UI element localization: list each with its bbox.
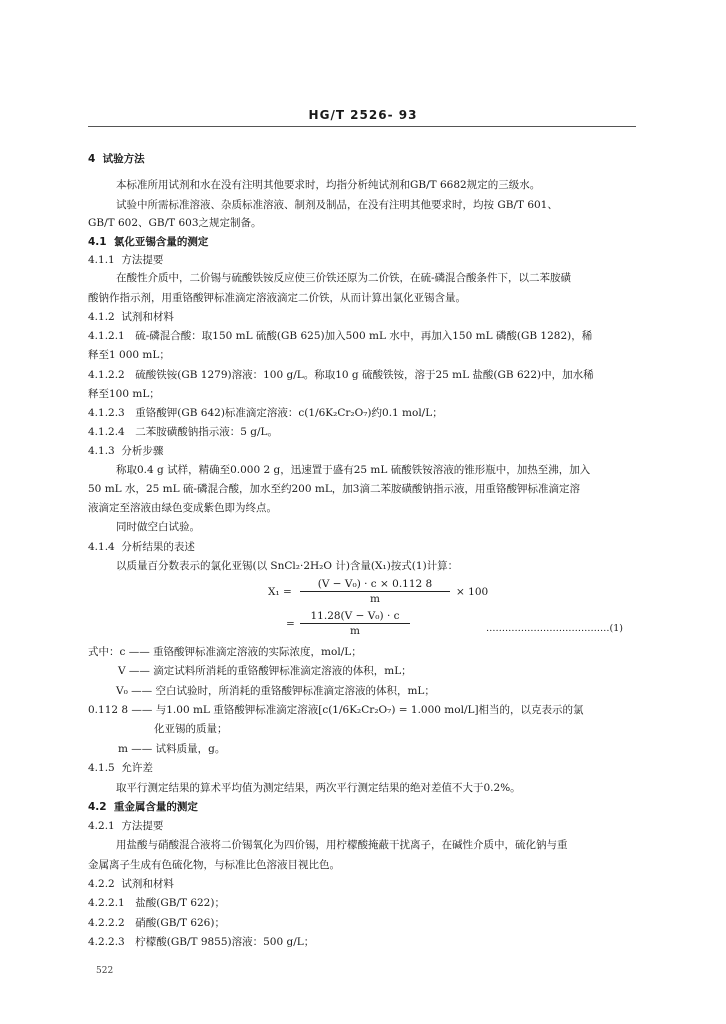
section-4-2-1-number: 4.2.1 xyxy=(88,820,115,832)
intro-paragraph-2-line-2: GB/T 602、GB/T 603之规定制备。 xyxy=(88,217,262,229)
reagent-4-1-2-2-line-2: 释至100 mL； xyxy=(88,388,160,400)
section-4-1-2-title: 试剂和材料 xyxy=(121,311,174,323)
formula-1-tail: × 100 xyxy=(456,586,489,598)
result-expression-line: 以质量百分数表示的氯化亚锡(以 SnCl₂·2H₂O 计)含量(X₁)按式(1)计算： xyxy=(116,560,459,572)
section-4-2-heading xyxy=(88,800,648,814)
formula-equals: = xyxy=(286,618,295,630)
formula-1-numerator: (V − V₀) · c × 0.112 8 xyxy=(300,577,450,592)
reagent-4-1-2-2-line-1: 4.1.2.2 硫酸铁铵(GB 1279)溶液：100 g/L。称取10 g 硫酸铁铵，溶于25 mL 盐酸(GB 622)中，加水稀 xyxy=(88,369,594,381)
section-4-1-3-title: 分析步骤 xyxy=(121,445,164,457)
reagent-4-2-2-1: 4.2.2.1 盐酸(GB/T 622)； xyxy=(88,897,225,909)
section-4-number: 4 xyxy=(88,153,96,165)
method-summary-line-2: 酸钠作指示剂，用重铬酸钾标准滴定溶液滴定二价铁，从而计算出氯化亚锡含量。 xyxy=(88,292,466,304)
procedure-line-2: 50 mL 水，25 mL 硫-磷混合酸，加水至约200 mL，加3滴二苯胺磺酸钠指示液，用重铬酸钾标准滴定溶 xyxy=(88,483,580,495)
section-4-1-number: 4.1 xyxy=(88,236,107,248)
header-rule xyxy=(88,126,636,127)
formula-fraction-2 xyxy=(300,609,410,638)
section-4-2-2-number: 4.2.2 xyxy=(88,878,115,890)
section-4-1-3-heading xyxy=(88,444,648,458)
procedure-line-1: 称取0.4 g 试样，精确至0.000 2 g，迅速置于盛有25 mL 硫酸铁铵溶液的锥形瓶中，加热至沸，加入 xyxy=(116,464,591,476)
section-4-2-title: 重金属含量的测定 xyxy=(113,801,198,813)
where-m: m —— 试料质量，g。 xyxy=(118,743,226,755)
reagent-4-1-2-1-line-1: 4.1.2.1 硫-磷混合酸：取150 mL 硫酸(GB 625)加入500 mL 水中，再加入150 mL 磷酸(GB 1282)，稀 xyxy=(88,330,593,342)
section-4-heading xyxy=(88,152,648,166)
formula-2-numerator: 11.28(V − V₀) · c xyxy=(300,609,410,624)
section-4-1-1-heading xyxy=(88,253,648,267)
section-4-1-1-title: 方法提要 xyxy=(121,254,164,266)
standard-number-header: HG/T 2526- 93 xyxy=(308,108,418,122)
formula-fraction-1 xyxy=(300,577,450,606)
formula-number: …………………………………(1) xyxy=(486,623,623,634)
heavy-metal-summary-line-2: 金属离子生成有色硫化物，与标准比色溶液目视比色。 xyxy=(88,859,340,871)
page-number: 522 xyxy=(96,966,114,976)
section-4-1-1-number: 4.1.1 xyxy=(88,254,115,266)
section-4-1-5-heading xyxy=(88,761,648,775)
section-4-1-4-title: 分析结果的表述 xyxy=(121,541,195,553)
where-constant-line-1: 0.112 8 —— 与1.00 mL 重铬酸钾标准滴定溶液[c(1/6K₂Cr₂O₇) = 1.000 mol/L]相当的，以克表示的氯 xyxy=(88,704,584,716)
reagent-4-1-2-1-line-2: 释至1 000 mL； xyxy=(88,349,170,361)
section-4-1-heading xyxy=(88,235,648,249)
intro-paragraph-2-line-1: 试验中所需标准溶液、杂质标准溶液、制剂及制品，在没有注明其他要求时，均按 GB/T 601、 xyxy=(116,199,558,211)
formula-1-denominator: m xyxy=(370,593,380,605)
section-4-1-2-heading xyxy=(88,310,648,324)
section-4-2-2-title: 试剂和材料 xyxy=(121,878,174,890)
section-4-1-title: 氯化亚锡含量的测定 xyxy=(113,236,209,248)
section-4-2-2-heading xyxy=(88,877,648,891)
section-4-1-3-number: 4.1.3 xyxy=(88,445,115,457)
method-summary-line-1: 在酸性介质中，二价锡与硫酸铁铵反应使三价铁还原为二价铁，在硫-磷混合酸条件下，以二苯胺磺 xyxy=(116,272,572,284)
where-v: V —— 滴定试料所消耗的重铬酸钾标准滴定溶液的体积，mL； xyxy=(118,665,412,677)
section-4-2-number: 4.2 xyxy=(88,801,107,813)
formula-2-denominator: m xyxy=(350,625,360,637)
section-4-title: 试验方法 xyxy=(102,153,145,165)
section-4-1-5-title: 允许差 xyxy=(121,762,153,774)
where-c: 式中：c —— 重铬酸钾标准滴定溶液的实际浓度，mol/L； xyxy=(88,646,362,658)
reagent-4-1-2-3: 4.1.2.3 重铬酸钾(GB 642)标准滴定溶液：c(1/6K₂Cr₂O₇)约0.1 mol/L； xyxy=(88,407,443,419)
section-4-1-2-number: 4.1.2 xyxy=(88,311,115,323)
where-constant-line-2: 化亚锡的质量； xyxy=(154,723,228,735)
formula-lhs: X₁ = xyxy=(268,586,292,598)
procedure-line-4: 同时做空白试验。 xyxy=(116,521,200,533)
where-v0: V₀ —— 空白试验时，所消耗的重铬酸钾标准滴定溶液的体积，mL； xyxy=(116,685,435,697)
section-4-1-4-heading xyxy=(88,540,648,554)
reagent-4-2-2-2: 4.2.2.2 硝酸(GB/T 626)； xyxy=(88,917,225,929)
section-4-1-5-number: 4.1.5 xyxy=(88,762,115,774)
reagent-4-1-2-4: 4.1.2.4 二苯胺磺酸钠指示液：5 g/L。 xyxy=(88,426,278,438)
tolerance-line: 取平行测定结果的算术平均值为测定结果，两次平行测定结果的绝对差值不大于0.2%。 xyxy=(116,782,521,794)
reagent-4-2-2-3: 4.2.2.3 柠檬酸(GB/T 9855)溶液：500 g/L； xyxy=(88,936,315,948)
procedure-line-3: 液滴定至溶液由绿色变成紫色即为终点。 xyxy=(88,502,277,514)
intro-paragraph-1: 本标准所用试剂和水在没有注明其他要求时，均指分析纯试剂和GB/T 6682规定的三级水。 xyxy=(116,179,541,191)
section-4-1-4-number: 4.1.4 xyxy=(88,541,115,553)
section-4-2-1-title: 方法提要 xyxy=(121,820,164,832)
heavy-metal-summary-line-1: 用盐酸与硝酸混合液将二价锡氧化为四价锡，用柠檬酸掩蔽干扰离子，在碱性介质中，硫化钠与重 xyxy=(116,839,568,851)
section-4-2-1-heading xyxy=(88,819,648,833)
